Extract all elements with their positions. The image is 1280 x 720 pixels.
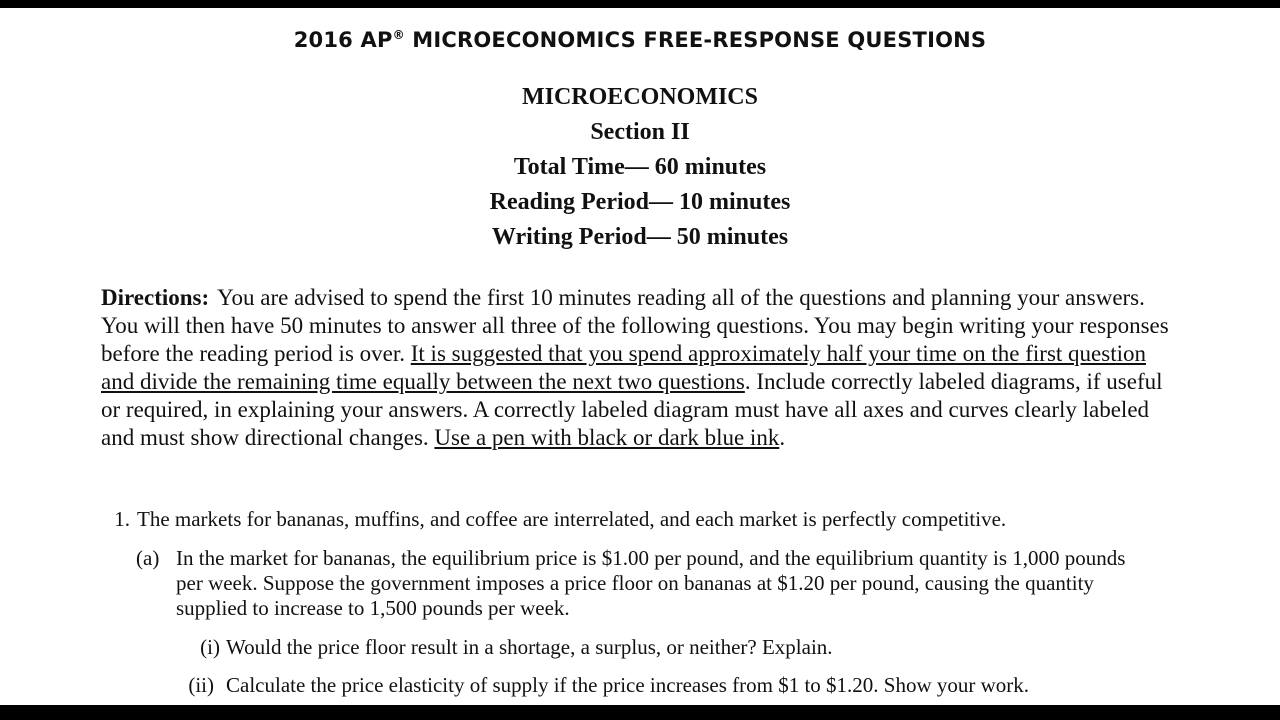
- section-label: Section II: [590, 119, 690, 145]
- page-header: [0, 28, 1280, 52]
- sub-i-text: Would the price floor result in a shortage, a surplus, or neither? Explain.: [226, 635, 833, 659]
- directions-text-2: . Include correctly labeled diagrams, if useful or required, in explaining your answers. A correctly labeled diagram must have all axes and curves clearly labeled and must show directional changes.: [101, 369, 1163, 450]
- header-prefix: 2016 AP: [293, 28, 393, 52]
- directions-paragraph: [101, 284, 1176, 452]
- total-time: Total Time— 60 minutes: [513, 154, 767, 180]
- directions-text-1: You are advised to spend the first 10 minutes reading all of the questions and planning your answers. You will then have 50 minutes to answer all three of the following questions. You may begin writing your responses before the reading period is over.: [101, 285, 1169, 366]
- directions-underline-1: It is suggested that you spend approximately half your time on the first question and divide the remaining time equally between the next two questions: [101, 341, 1146, 394]
- question-1-stem: The markets for bananas, muffins, and coffee are interrelated, and each market is perfectly competitive.: [137, 507, 1007, 531]
- question-1-number: 1.: [114, 507, 130, 531]
- part-a-text: In the market for bananas, the equilibrium price is $1.00 per pound, and the equilibrium quantity is 1,000 pounds per week. Suppose the government imposes a price floor on bananas at $1.20 per pound, causing the quantity supplied to increase to 1,500 pounds per week.: [176, 546, 1126, 620]
- section-title-block: [0, 80, 1280, 255]
- directions-underline-2: Use a pen with black or dark blue ink: [434, 425, 780, 450]
- writing-period: Writing Period— 50 minutes: [491, 224, 789, 250]
- header-suffix: MICROECONOMICS FREE-RESPONSE QUESTIONS: [404, 28, 987, 52]
- sub-ii-text: Calculate the price elasticity of supply if the price increases from $1 to $1.20. Show your work.: [226, 673, 1030, 697]
- registered-mark: ®: [392, 28, 405, 42]
- reading-period: Reading Period— 10 minutes: [489, 189, 791, 215]
- directions-text-3: .: [779, 425, 786, 450]
- part-a-label: (a): [136, 546, 160, 570]
- directions-label: Directions:: [101, 285, 210, 310]
- sub-i-label: (i): [200, 635, 220, 659]
- sub-ii-label: (ii): [188, 673, 214, 697]
- subject-title: MICROECONOMICS: [521, 84, 758, 110]
